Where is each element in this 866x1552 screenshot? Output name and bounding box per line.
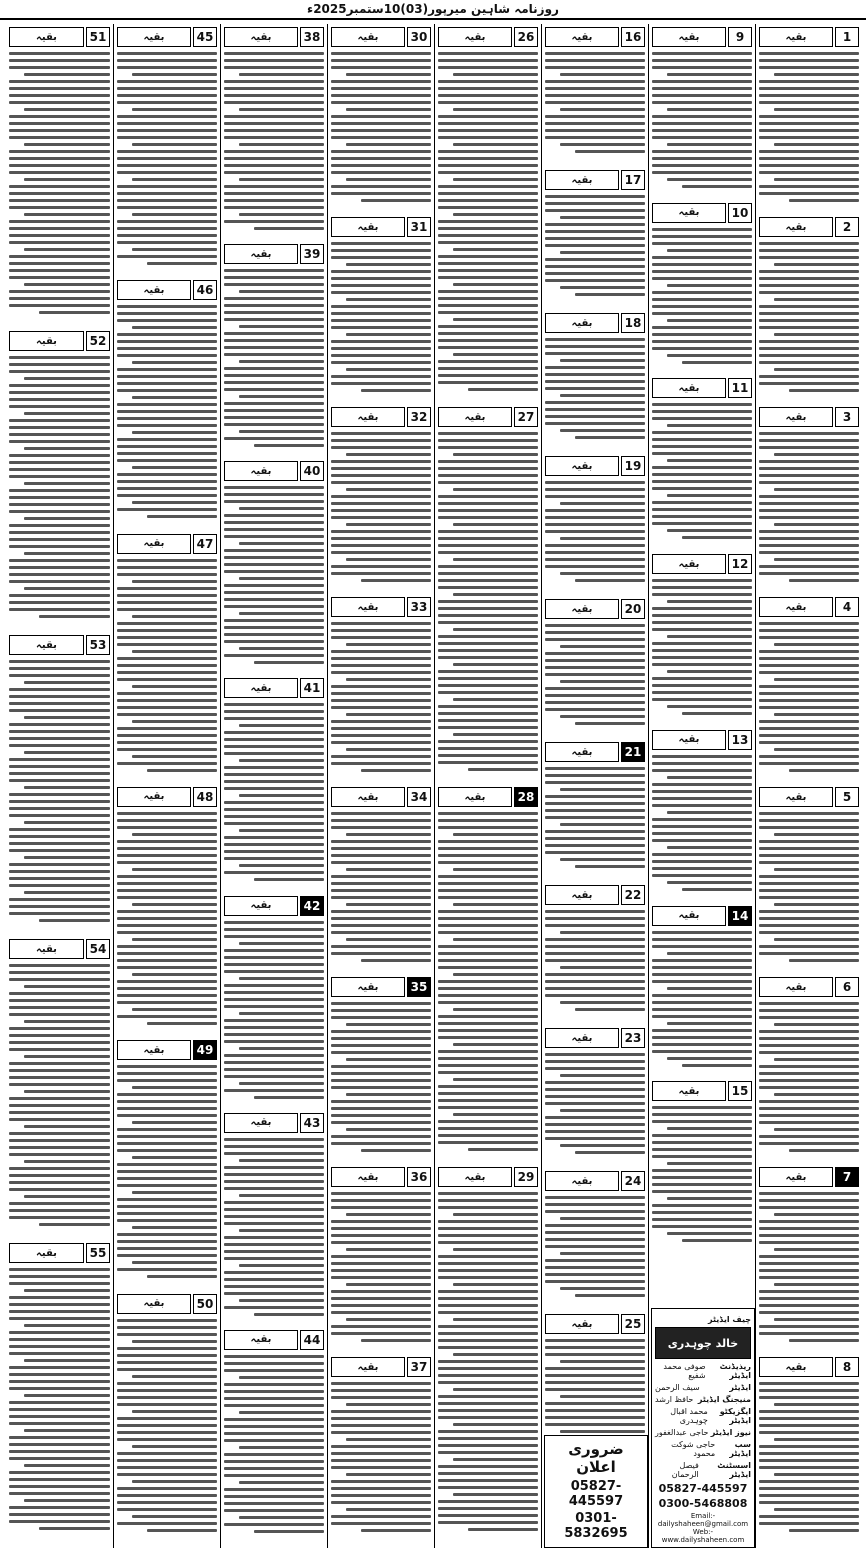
item-number: 24 (621, 1171, 645, 1191)
continuation-item (759, 216, 859, 402)
news-columns (4, 24, 862, 1548)
item-tag: بقیہ (545, 885, 619, 905)
news-column (113, 24, 220, 1548)
item-tag: بقیہ (9, 1243, 84, 1263)
item-body-text (652, 51, 752, 189)
item-number: 39 (300, 244, 324, 264)
item-tag: بقیہ (759, 27, 833, 47)
continuation-item (545, 312, 645, 451)
item-tag: بقیہ (331, 27, 405, 47)
item-body-text (331, 431, 431, 583)
item-number: 55 (86, 1243, 110, 1263)
continuation-item (331, 1356, 431, 1542)
item-tag: بقیہ (759, 1167, 833, 1187)
item-tag: بقیہ (9, 635, 84, 655)
phone-number: 05827-445597 (658, 1482, 748, 1495)
item-tag: بقیہ (224, 244, 298, 264)
item-tag: بقیہ (652, 203, 726, 223)
staff-name: صوفی محمد شفیع (663, 1362, 706, 1380)
item-body-text (759, 1191, 859, 1343)
item-tag: بقیہ (759, 407, 833, 427)
item-tag: بقیہ (545, 170, 619, 190)
item-tag: بقیہ (9, 27, 84, 47)
item-body-text (224, 920, 324, 1100)
item-number: 5 (835, 787, 859, 807)
item-body-text (545, 766, 645, 869)
item-number: 47 (193, 534, 217, 554)
continuation-item (224, 677, 324, 890)
continuation-item (9, 938, 110, 1238)
item-body-text (545, 337, 645, 440)
item-number: 36 (407, 1167, 431, 1187)
item-body-text (652, 930, 752, 1068)
continuation-item (331, 786, 431, 972)
continuation-item (438, 786, 538, 1162)
item-number: 16 (621, 27, 645, 47)
staff-row (655, 1407, 751, 1425)
continuation-item (224, 1112, 324, 1325)
item-number: 23 (621, 1028, 645, 1048)
staff-role: منیجنگ ایڈیٹر (697, 1395, 751, 1404)
item-number: 21 (621, 742, 645, 762)
item-tag: بقیہ (545, 742, 619, 762)
item-number: 37 (407, 1357, 431, 1377)
item-tag: بقیہ (331, 1357, 405, 1377)
item-number: 15 (728, 1081, 752, 1101)
item-body-text (759, 811, 859, 963)
item-number: 4 (835, 597, 859, 617)
staff-name: حاجی شوکت محمود (671, 1440, 716, 1458)
editor-row (655, 1315, 751, 1324)
item-body-text (9, 1267, 110, 1531)
item-tag: بقیہ (224, 1113, 298, 1133)
item-body-text (117, 1064, 217, 1279)
staff-row (655, 1440, 751, 1458)
item-number: 49 (193, 1040, 217, 1060)
item-body-text (438, 811, 538, 1152)
item-body-text (117, 51, 217, 266)
continuation-item (117, 1039, 217, 1288)
continuation-item (117, 279, 217, 528)
item-tag: بقیہ (545, 1314, 619, 1334)
item-number: 32 (407, 407, 431, 427)
item-number: 3 (835, 407, 859, 427)
page-header-date: روزنامہ شاہین میرپور(03)10ستمبر2025ء (0, 0, 866, 20)
item-number: 1 (835, 27, 859, 47)
item-tag: بقیہ (438, 787, 512, 807)
item-body-text (331, 1191, 431, 1343)
item-body-text (545, 1052, 645, 1155)
item-body-text (759, 51, 859, 203)
continuation-item (759, 596, 859, 782)
item-body-text (438, 1191, 538, 1532)
item-number: 9 (728, 27, 752, 47)
item-body-text (545, 623, 645, 726)
item-body-text (117, 811, 217, 1026)
item-number: 34 (407, 787, 431, 807)
item-number: 17 (621, 170, 645, 190)
item-body-text (117, 304, 217, 519)
item-body-text (545, 1195, 645, 1298)
item-tag: بقیہ (117, 1294, 191, 1314)
item-body-text (224, 1354, 324, 1534)
item-number: 10 (728, 203, 752, 223)
item-number: 6 (835, 977, 859, 997)
continuation-item (545, 1170, 645, 1309)
item-tag: بقیہ (438, 407, 512, 427)
continuation-item (331, 1166, 431, 1352)
item-number: 43 (300, 1113, 324, 1133)
news-column (755, 24, 862, 1548)
item-number: 52 (86, 331, 110, 351)
item-number: 20 (621, 599, 645, 619)
staff-role: ایگزیکٹو ایڈیٹر (719, 1407, 751, 1425)
continuation-item (438, 406, 538, 782)
continuation-item (545, 455, 645, 594)
item-body-text (331, 811, 431, 963)
item-body-text (117, 558, 217, 773)
item-tag: بقیہ (331, 1167, 405, 1187)
continuation-item (652, 26, 752, 198)
item-tag: بقیہ (545, 313, 619, 333)
item-body-text (9, 659, 110, 923)
continuation-item (331, 406, 431, 592)
item-tag: بقیہ (9, 939, 84, 959)
item-number: 33 (407, 597, 431, 617)
item-number: 19 (621, 456, 645, 476)
staff-name: محمد اقبال چوہدری (670, 1407, 708, 1425)
continuation-item (224, 26, 324, 239)
continuation-item (331, 596, 431, 782)
item-body-text (545, 194, 645, 297)
item-body-text (438, 431, 538, 772)
item-tag: بقیہ (438, 27, 512, 47)
item-body-text (331, 241, 431, 393)
editor-name-logo: خالد چوہدری (655, 1327, 751, 1359)
item-number: 25 (621, 1314, 645, 1334)
item-number: 53 (86, 635, 110, 655)
item-tag: بقیہ (438, 1167, 512, 1187)
item-body-text (331, 1381, 431, 1533)
continuation-item (331, 26, 431, 212)
continuation-item (545, 1027, 645, 1166)
item-number: 38 (300, 27, 324, 47)
item-tag: بقیہ (652, 730, 726, 750)
item-tag: بقیہ (331, 787, 405, 807)
item-number: 11 (728, 378, 752, 398)
continuation-item (9, 634, 110, 934)
item-number: 46 (193, 280, 217, 300)
item-number: 31 (407, 217, 431, 237)
continuation-item (224, 243, 324, 456)
continuation-item (9, 1242, 110, 1542)
continuation-item (117, 533, 217, 782)
item-number: 54 (86, 939, 110, 959)
continuation-item (224, 895, 324, 1108)
item-number: 30 (407, 27, 431, 47)
staff-row (655, 1461, 751, 1479)
item-body-text (331, 1001, 431, 1153)
item-number: 29 (514, 1167, 538, 1187)
item-body-text (224, 485, 324, 665)
item-tag: بقیہ (224, 1330, 298, 1350)
news-column (220, 24, 327, 1548)
item-tag: بقیہ (117, 1040, 191, 1060)
item-number: 12 (728, 554, 752, 574)
item-body-text (759, 1381, 859, 1533)
item-body-text (224, 1137, 324, 1317)
item-number: 45 (193, 27, 217, 47)
item-number: 50 (193, 1294, 217, 1314)
item-number: 35 (407, 977, 431, 997)
item-number: 48 (193, 787, 217, 807)
item-body-text (652, 227, 752, 365)
continuation-item (652, 729, 752, 901)
item-tag: بقیہ (545, 1028, 619, 1048)
item-body-text (545, 909, 645, 1012)
continuation-item (117, 1293, 217, 1542)
item-body-text (117, 1318, 217, 1533)
item-body-text (331, 51, 431, 203)
continuation-item (759, 26, 859, 212)
staff-name: سیف الرحمن (655, 1383, 700, 1392)
item-body-text (652, 578, 752, 716)
item-body-text (652, 754, 752, 892)
item-body-text (759, 241, 859, 393)
notice-title: ضروری اعلان (568, 1440, 624, 1476)
item-tag: بقیہ (224, 896, 298, 916)
item-body-text (759, 1001, 859, 1153)
news-column (6, 24, 113, 1548)
continuation-item (438, 26, 538, 402)
item-number: 41 (300, 678, 324, 698)
item-tag: بقیہ (759, 1357, 833, 1377)
item-tag: بقیہ (545, 1171, 619, 1191)
continuation-item (652, 202, 752, 374)
continuation-item (117, 786, 217, 1035)
staff-row (655, 1395, 751, 1404)
item-number: 42 (300, 896, 324, 916)
item-tag: بقیہ (545, 599, 619, 619)
website-address: Web:-www.dailyshaheen.com (661, 1528, 745, 1544)
continuation-item (759, 1166, 859, 1352)
staff-row (655, 1383, 751, 1392)
item-number: 26 (514, 27, 538, 47)
continuation-item (652, 905, 752, 1077)
item-body-text (545, 51, 645, 154)
item-tag: بقیہ (224, 678, 298, 698)
continuation-item (545, 884, 645, 1023)
news-column (541, 24, 648, 1548)
item-body-text (224, 51, 324, 231)
staff-row (655, 1428, 751, 1437)
continuation-item (759, 1356, 859, 1542)
item-body-text (759, 621, 859, 773)
item-tag: بقیہ (652, 1081, 726, 1101)
continuation-item (652, 553, 752, 725)
item-number: 8 (835, 1357, 859, 1377)
item-body-text (331, 621, 431, 773)
item-body-text (9, 355, 110, 619)
item-body-text (438, 51, 538, 392)
item-tag: بقیہ (331, 217, 405, 237)
item-tag: بقیہ (9, 331, 84, 351)
continuation-item (545, 169, 645, 308)
email-address: Email:-dailyshaheen@gmail.com (657, 1512, 749, 1528)
item-tag: بقیہ (117, 27, 191, 47)
item-tag: بقیہ (759, 977, 833, 997)
staff-name: حافظ ارشد (655, 1395, 694, 1404)
item-number: 22 (621, 885, 645, 905)
item-tag: بقیہ (652, 906, 726, 926)
item-body-text (224, 268, 324, 448)
continuation-item (331, 976, 431, 1162)
staff-name: فیصل الرحمان (671, 1461, 699, 1479)
item-number: 27 (514, 407, 538, 427)
staff-role: ریذیڈنٹ ایڈیٹر (719, 1362, 751, 1380)
item-body-text (545, 1338, 645, 1441)
staff-role: اسسٹنٹ ایڈیٹر (717, 1461, 751, 1479)
item-tag: بقیہ (545, 27, 619, 47)
phone-number: 0301-5832695 (564, 1511, 628, 1541)
item-number: 13 (728, 730, 752, 750)
continuation-item (545, 598, 645, 737)
item-tag: بقیہ (331, 977, 405, 997)
continuation-item (224, 1329, 324, 1542)
staff-role: ایڈیٹر (729, 1383, 751, 1392)
continuation-item (9, 26, 110, 326)
staff-row (655, 1362, 751, 1380)
editor-label: چیف ایڈیٹر (708, 1315, 751, 1324)
continuation-item (759, 976, 859, 1162)
continuation-item (9, 330, 110, 630)
item-tag: بقیہ (331, 597, 405, 617)
continuation-item (438, 1166, 538, 1542)
item-tag: بقیہ (117, 534, 191, 554)
staff-role: نیوز ایڈیٹر (710, 1428, 751, 1437)
continuation-item (652, 1080, 752, 1252)
staff-role: سب ایڈیٹر (729, 1440, 751, 1458)
continuation-item (545, 26, 645, 165)
news-column (327, 24, 434, 1548)
item-tag: بقیہ (545, 456, 619, 476)
item-tag: بقیہ (652, 554, 726, 574)
item-body-text (224, 702, 324, 882)
item-number: 28 (514, 787, 538, 807)
continuation-item (117, 26, 217, 275)
news-column (648, 24, 755, 1548)
item-tag: بقیہ (224, 27, 298, 47)
item-number: 14 (728, 906, 752, 926)
imprint-box (651, 1308, 755, 1548)
item-number: 7 (835, 1167, 859, 1187)
phone-number: 05827-445597 (568, 1479, 624, 1509)
continuation-item (759, 786, 859, 972)
item-body-text (759, 431, 859, 583)
item-tag: بقیہ (652, 27, 726, 47)
continuation-item (545, 1313, 645, 1452)
news-column (434, 24, 541, 1548)
item-number: 40 (300, 461, 324, 481)
item-body-text (652, 402, 752, 540)
item-tag: بقیہ (652, 378, 726, 398)
continuation-item (759, 406, 859, 592)
continuation-item (224, 460, 324, 673)
continuation-item (652, 377, 752, 549)
notice-box (544, 1435, 648, 1548)
item-tag: بقیہ (117, 787, 191, 807)
item-tag: بقیہ (331, 407, 405, 427)
continuation-item (545, 741, 645, 880)
item-number: 44 (300, 1330, 324, 1350)
item-number: 18 (621, 313, 645, 333)
item-body-text (9, 963, 110, 1227)
item-number: 51 (86, 27, 110, 47)
item-tag: بقیہ (759, 597, 833, 617)
item-tag: بقیہ (224, 461, 298, 481)
item-tag: بقیہ (117, 280, 191, 300)
item-body-text (9, 51, 110, 315)
item-tag: بقیہ (759, 787, 833, 807)
staff-name: حاجی عبدالغفور (655, 1428, 709, 1437)
phone-number: 0300-5468808 (658, 1497, 748, 1510)
item-number: 2 (835, 217, 859, 237)
item-body-text (652, 1105, 752, 1243)
item-tag: بقیہ (759, 217, 833, 237)
item-body-text (545, 480, 645, 583)
continuation-item (331, 216, 431, 402)
